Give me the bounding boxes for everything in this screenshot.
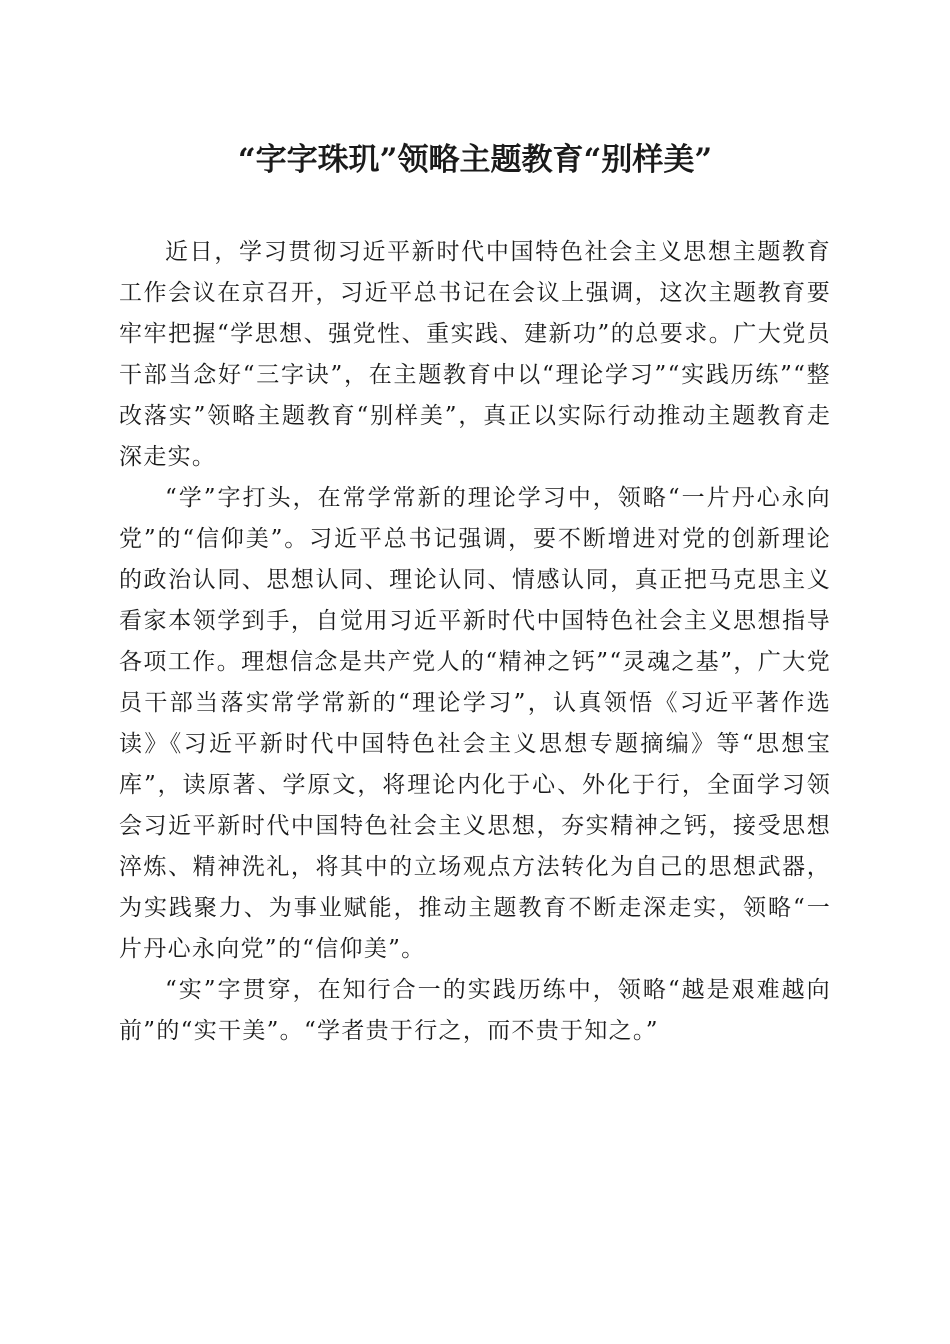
paragraph-practice: “实”字贯穿，在知行合一的实践历练中，领略“越是艰难越向前”的“实干美”。“学者贵于行之，而不贵于知之。” — [119, 977, 831, 1044]
paragraph-study: “学”字打头，在常学常新的理论学习中，领略“一片丹心永向党”的“信仰美”。习近平总书记强调，要不断增进对党的创新理论的政治认同、思想认同、理论认同、情感认同，真正把马克思主义看家本领学到手，自觉用习近平新时代中国特色社会主义思想指导各项工作。理想信念是共产党人的“精神之钙”“灵魂之基”，广大党员干部当落实常学常新的“理论学习”，认真领悟《习近平著作选读》《习近平新时代中国特色社会主义思想专题摘编》等“思想宝库”，读原著、学原文，将理论内化于心、外化于行，全面学习领会习近平新时代中国特色社会主义思想，夯实精神之钙，接受思想淬炼、精神洗礼，将其中的立场观点方法转化为自己的思想武器，为实践聚力、为事业赋能，推动主题教育不断走深走实，领略“一片丹心永向党”的“信仰美”。 — [119, 485, 831, 962]
document-title: “字字珠玑”领略主题教育“别样美” — [237, 142, 713, 178]
paragraph-intro: 近日，学习贯彻习近平新时代中国特色社会主义思想主题教育工作会议在京召开，习近平总书记在会议上强调，这次主题教育要牢牢把握“学思想、强党性、重实践、建新功”的总要求。广大党员干部当念好“三字诀”，在主题教育中以“理论学习”“实践历练”“整改落实”领略主题教育“别样美”，真正以实际行动推动主题教育走深走实。 — [119, 239, 831, 470]
document-body — [119, 232, 831, 1052]
